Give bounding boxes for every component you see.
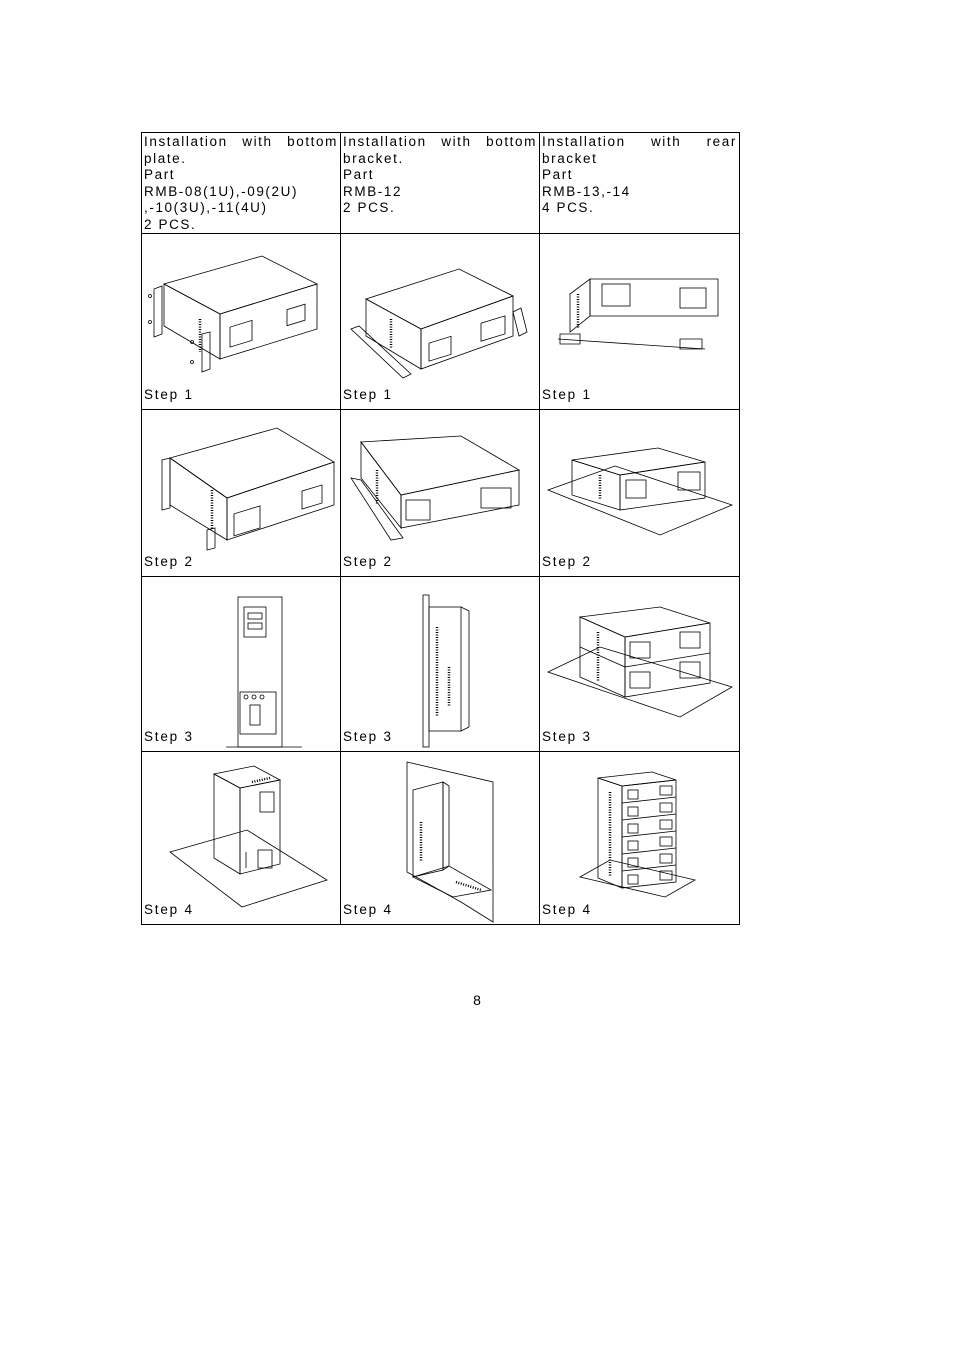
- cell-bracket-step3: [341, 577, 540, 752]
- header-title-line: bracket: [542, 150, 598, 166]
- part-label: Part: [542, 167, 574, 182]
- illustration-rear-stack-six: [540, 752, 738, 924]
- part-quantity: 2 PCS.: [343, 200, 396, 215]
- illustration-rear-stacked: [540, 577, 738, 751]
- cell-plate-step1: [142, 234, 341, 410]
- cell-bracket-step2: [341, 410, 540, 577]
- header-title-line: Installation with bottom: [343, 134, 537, 149]
- part-number: RMB-12: [343, 183, 403, 199]
- part-number: ,-10(3U),-11(4U): [144, 200, 268, 215]
- header-title-line: Installation with rear: [542, 134, 737, 149]
- header-bottom-bracket: [341, 133, 540, 234]
- header-title-line: plate.: [144, 150, 187, 166]
- step-label: Step 3: [542, 729, 592, 744]
- header-title-line: bracket.: [343, 150, 404, 166]
- cell-plate-step4: [142, 752, 341, 925]
- cell-rear-step3: [540, 577, 740, 752]
- step-label: Step 4: [144, 902, 194, 917]
- page-number: 8: [473, 992, 481, 1008]
- cell-bracket-step1: [341, 234, 540, 410]
- part-label: Part: [343, 167, 375, 182]
- cell-plate-step2: [142, 410, 341, 577]
- illustration-plate-vertical: [142, 577, 340, 751]
- step-label: Step 1: [343, 387, 393, 402]
- illustration-plate-tower: [142, 752, 340, 924]
- step-label: Step 3: [343, 729, 393, 744]
- step-label: Step 1: [542, 387, 592, 402]
- illustration-plate-fixed: [142, 410, 340, 576]
- illustration-rear-attach: [540, 234, 738, 409]
- part-number: RMB-08(1U),-09(2U): [144, 183, 299, 199]
- step-label: Step 4: [343, 902, 393, 917]
- illustration-bracket-vertical: [341, 577, 539, 751]
- step-label: Step 4: [542, 902, 592, 917]
- illustration-bracket-wall: [341, 752, 539, 924]
- illustration-plate-attach: [142, 234, 340, 409]
- installation-table: [141, 132, 740, 925]
- header-title-line: Installation with bottom: [144, 134, 338, 149]
- part-number: RMB-13,-14: [542, 183, 631, 199]
- header-bottom-plate: [142, 133, 341, 234]
- part-label: Part: [144, 167, 176, 182]
- illustration-bracket-attach: [341, 234, 539, 409]
- illustration-bracket-fixed: [341, 410, 539, 576]
- header-rear-bracket: [540, 133, 740, 234]
- cell-rear-step1: [540, 234, 740, 410]
- part-quantity: 2 PCS.: [144, 216, 197, 232]
- cell-rear-step4: [540, 752, 740, 925]
- illustration-rear-fixed: [540, 410, 738, 576]
- cell-bracket-step4: [341, 752, 540, 925]
- step-label: Step 3: [144, 729, 194, 744]
- cell-rear-step2: [540, 410, 740, 577]
- step-label: Step 1: [144, 387, 194, 402]
- step-label: Step 2: [343, 554, 393, 569]
- step-label: Step 2: [542, 554, 592, 569]
- step-label: Step 2: [144, 554, 194, 569]
- part-quantity: 4 PCS.: [542, 200, 595, 215]
- cell-plate-step3: [142, 577, 341, 752]
